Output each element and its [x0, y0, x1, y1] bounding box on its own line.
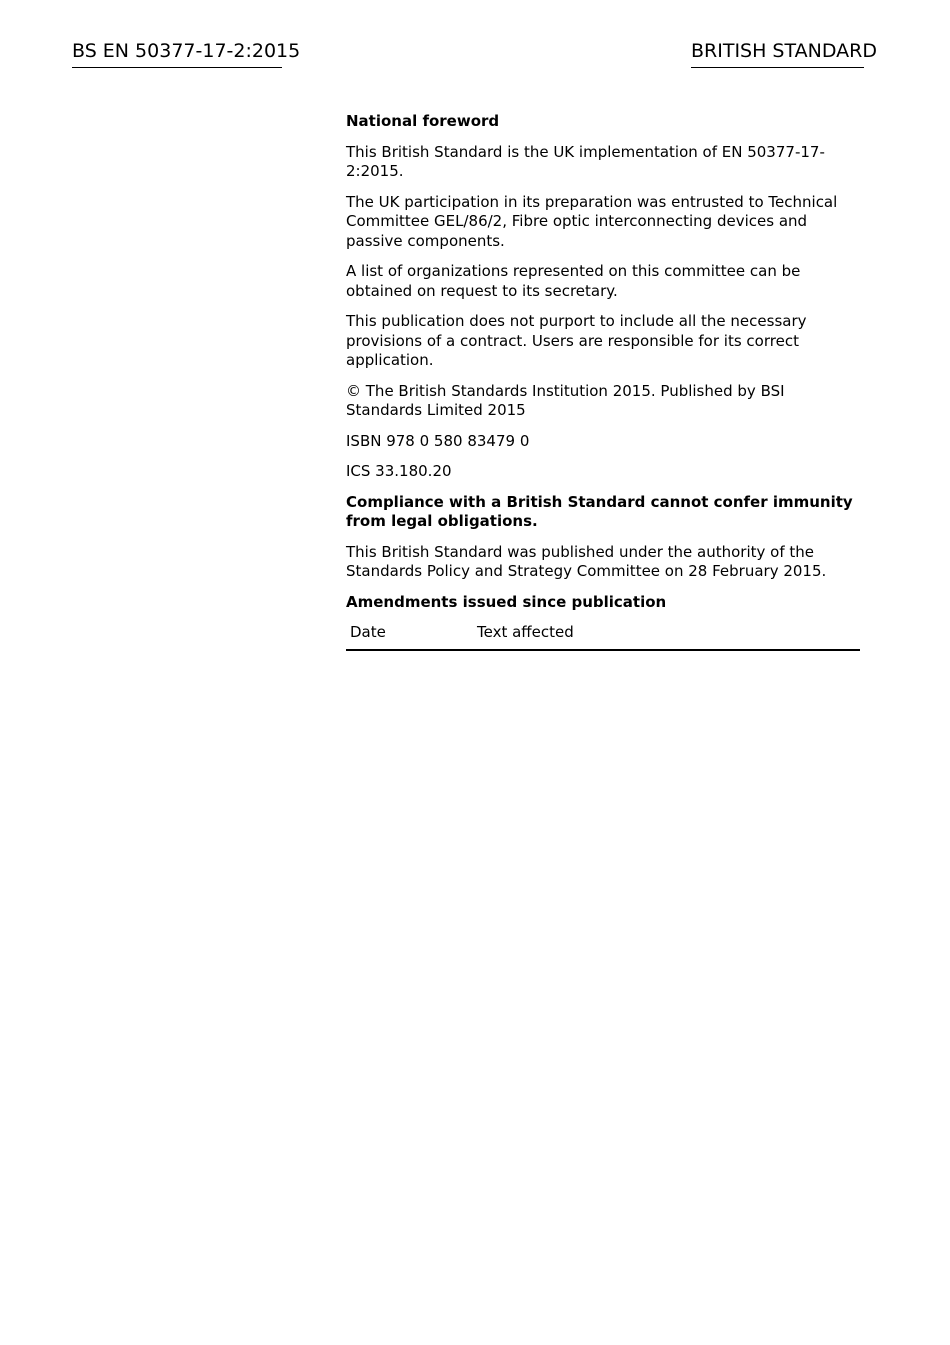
- isbn: ISBN 978 0 580 83479 0: [346, 431, 530, 450]
- implementation-paragraph: This British Standard is the UK implementation of EN 50377-17-2:2015.: [346, 142, 825, 180]
- compliance-notice: Compliance with a British Standard cannot confer immunity from legal obligations.: [346, 492, 853, 530]
- national-foreword: [346, 112, 860, 651]
- organizations-paragraph: A list of organizations represented on this committee can be obtained on request to its secretary.: [346, 262, 801, 300]
- document-id: BS EN 50377-17-2:2015: [72, 38, 282, 68]
- foreword-title: National foreword: [346, 112, 500, 130]
- amendments-header-row: [346, 623, 860, 650]
- amendments-table: [346, 623, 860, 651]
- column-header-date: Date: [346, 623, 473, 650]
- authority-paragraph: This British Standard was published under the authority of the Standards Policy and Strategy Committee on 28 February 2015.: [346, 542, 827, 580]
- contract-paragraph: This publication does not purport to include all the necessary provisions of a contract. Users are responsible for its correct application.: [346, 312, 807, 369]
- document-type: BRITISH STANDARD: [691, 38, 864, 68]
- ics-code: ICS 33.180.20: [346, 462, 452, 480]
- copyright-notice: © The British Standards Institution 2015. Published by BSI Standards Limited 2015: [346, 381, 785, 419]
- column-header-text-affected: Text affected: [473, 623, 860, 650]
- amendments-title: Amendments issued since publication: [346, 592, 667, 611]
- committee-paragraph: The UK participation in its preparation was entrusted to Technical Committee GEL/86/2, Fibre optic interconnecting devices and passive components.: [346, 192, 838, 250]
